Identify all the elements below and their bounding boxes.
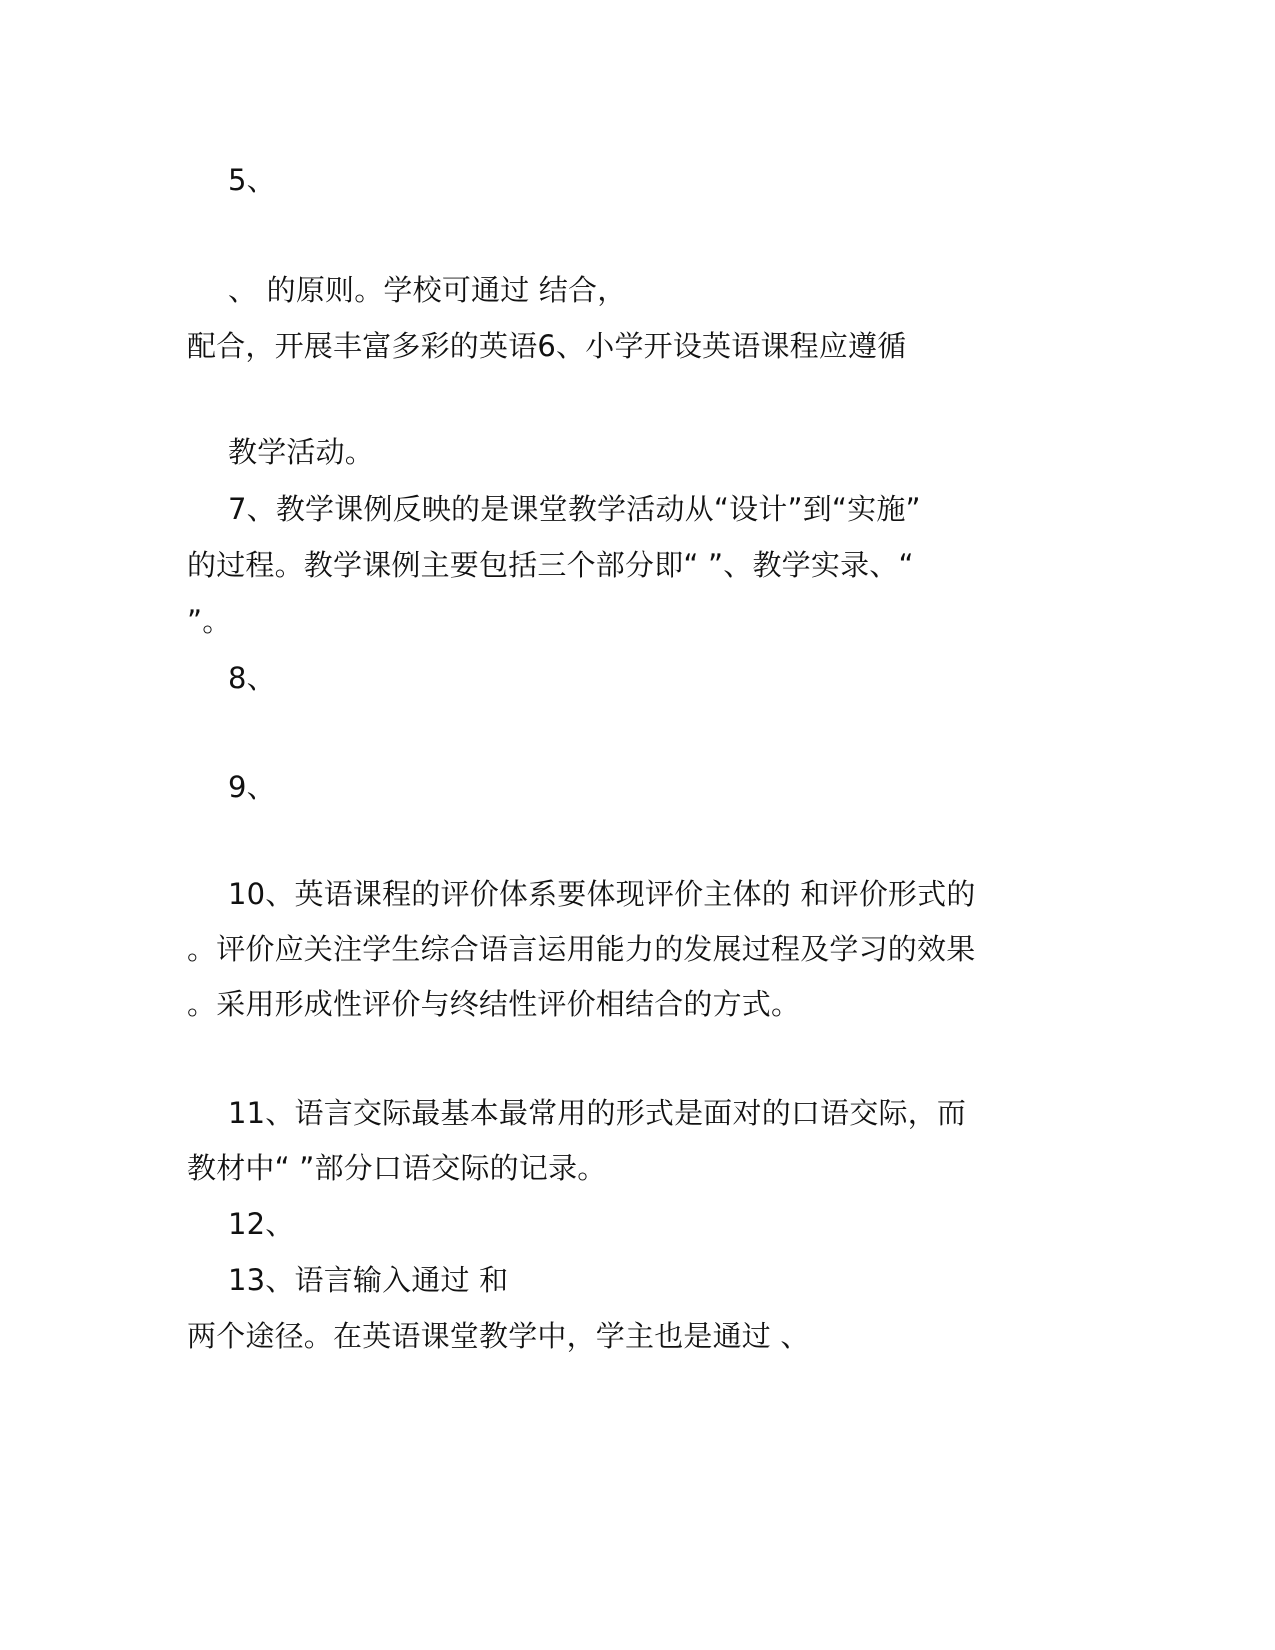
item-10-line-3: 。采用形成性评价与终结性评价相结合的方式。 — [187, 987, 801, 1021]
item-10-line-1: 10、英语课程的评价体系要体现评价主体的 和评价形式的 — [228, 877, 976, 911]
item-13-line-2: 两个途径。在英语课堂教学中，学主也是通过 、 — [187, 1319, 810, 1353]
item-5-number: 5、 — [228, 163, 276, 197]
item-5-line-2: 配合，开展丰富多彩的英语6、小学开设英语课程应遵循 — [187, 329, 907, 363]
item-9-number: 9、 — [228, 770, 276, 804]
item-5-line-1: 、 的原则。学校可通过 结合， — [228, 273, 627, 307]
item-11-line-2: 教材中“ ”部分口语交际的记录。 — [187, 1151, 607, 1185]
item-13-line-1: 13、语言输入通过 和 — [228, 1263, 509, 1297]
item-8-number: 8、 — [228, 661, 276, 695]
item-7-line-2: 的过程。教学课例主要包括三个部分即“ ”、教学实录、“ — [187, 548, 914, 582]
item-7-line-3: ”。 — [187, 604, 232, 638]
item-10-line-2: 。评价应关注学生综合语言运用能力的发展过程及学习的效果 — [187, 932, 976, 966]
item-12-number: 12、 — [228, 1207, 295, 1241]
item-7-line-1: 7、教学课例反映的是课堂教学活动从“设计”到“实施” — [228, 492, 921, 526]
item-6-line-3: 教学活动。 — [228, 435, 375, 469]
item-11-line-1: 11、语言交际最基本最常用的形式是面对的口语交际，而 — [228, 1096, 967, 1130]
